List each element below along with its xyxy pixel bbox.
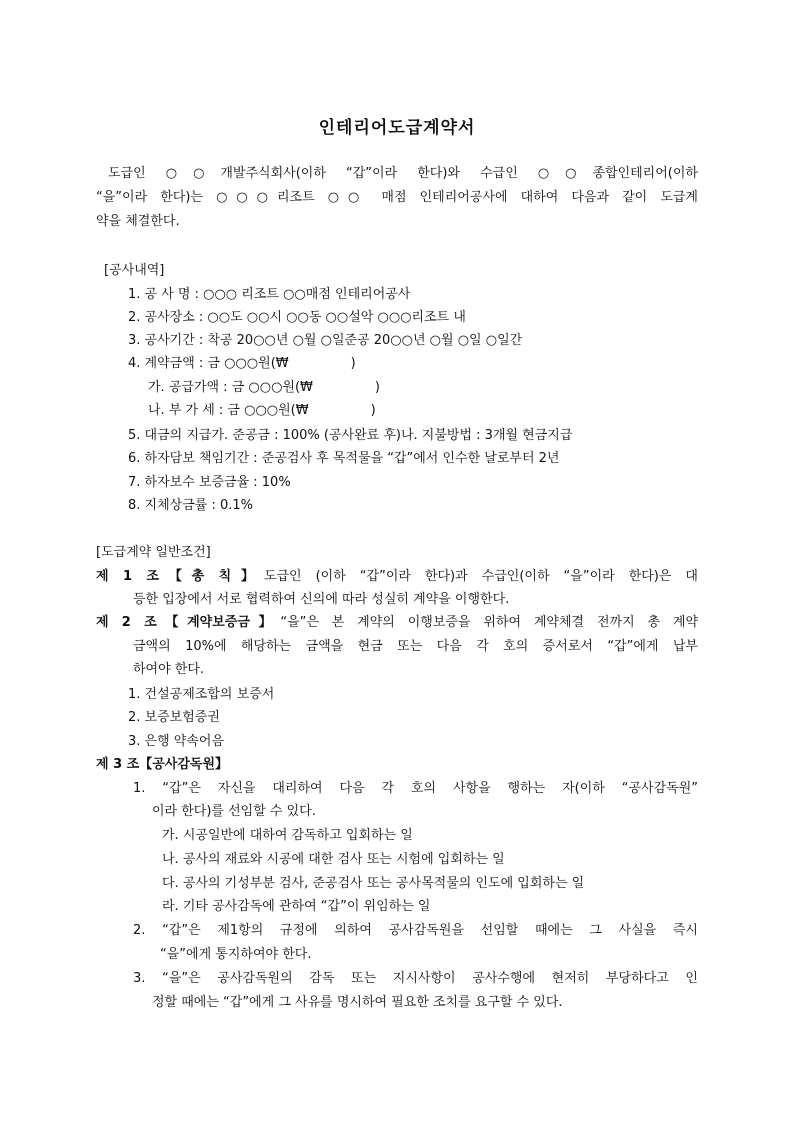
article-2-item: 3. 은행 약속어음 (128, 734, 225, 749)
article-1-line (96, 568, 698, 585)
article-3-para-1: 1. “갑”은 자신을 대리하여 다음 각 호의 사항을 행하는 자(이하 “공사감독원” (133, 781, 698, 796)
document-title: 인테리어도급계약서 (318, 118, 476, 138)
article-1-label: 제 1 조【총 칙】 (96, 569, 264, 584)
article-1-line: 등한 입장에서 서로 협력하여 신의에 따라 성실히 계약을 이행한다. (133, 592, 510, 607)
section-heading-general-terms: [도급계약 일반조건] (96, 545, 211, 560)
article-3-subitem: 라. 기타 공사감독에 관하여 “갑”이 위임하는 일 (162, 899, 431, 914)
work-detail-item: 7. 하자보수 보증금율 : 10% (128, 475, 291, 490)
intro-line: “을”이라 한다)는 ○○○리조트 ○○ 매점 인테리어공사에 대하여 다음과 같이 도급계 (96, 190, 698, 205)
article-2-item: 2. 보증보험증권 (128, 710, 220, 725)
work-detail-item: 3. 공사기간 : 착공 20○○년 ○월 ○일준공 20○○년 ○월 ○일 ○일간 (128, 333, 523, 348)
article-3-para-2: “을”에게 통지하여야 한다. (160, 947, 312, 962)
work-detail-item: 5. 대금의 지급가. 준공금 : 100% (공사완료 후)나. 지불방법 : 3개월 현금지급 (128, 428, 573, 443)
work-detail-item: 6. 하자담보 책임기간 : 준공검사 후 목적물을 “갑”에서 인수한 날로부터 2년 (128, 451, 560, 466)
intro-line: 약을 체결한다. (96, 214, 180, 229)
intro-line: 도급인 ○○개발주식회사(이하 “갑”이라 한다)와 수급인 ○○종합인테리어(이하 (108, 166, 698, 181)
article-3-label: 제 3 조【공사감독원】 (96, 757, 229, 772)
article-3-subitem: 가. 시공일반에 대하여 감독하고 입회하는 일 (162, 828, 413, 843)
article-2-text: “을”은 본 계약의 이행보증을 위하여 계약체결 전까지 총 계약 (280, 615, 698, 630)
work-detail-item: 1. 공 사 명 : ○○○ 리조트 ○○매점 인테리어공사 (128, 287, 411, 302)
article-2-line: 금액의 10%에 해당하는 금액을 현금 또는 다음 각 호의 증서로서 “갑”에게 납부 (133, 639, 698, 654)
article-2-item: 1. 건설공제조합의 보증서 (128, 687, 275, 702)
article-3-para-3: 정할 때에는 “갑”에게 그 사유를 명시하여 필요한 조치를 요구할 수 있다. (152, 995, 563, 1010)
article-3-subitem: 다. 공사의 기성부분 검사, 준공검사 또는 공사목적물의 인도에 입회하는 일 (162, 876, 585, 891)
article-3-para-2: 2. “갑”은 제1항의 규정에 의하여 공사감독원을 선임할 때에는 그 사실을 즉시 (133, 923, 698, 938)
work-detail-subitem: 가. 공급가액 : 금 ○○○원(₩ ) (148, 380, 380, 395)
article-2-label: 제 2 조【계약보증금】 (96, 615, 281, 630)
article-1-text: 도급인 (이하 “갑”이라 한다)과 수급인(이하 “을”이라 한다)은 대 (263, 569, 698, 584)
work-detail-item: 8. 지체상금률 : 0.1% (128, 498, 253, 513)
section-heading-work-details: [공사내역] (104, 263, 165, 278)
article-3-subitem: 나. 공사의 재료와 시공에 대한 검사 또는 시험에 입회하는 일 (162, 852, 505, 867)
work-detail-item: 2. 공사장소 : ○○도 ○○시 ○○동 ○○설악 ○○○리조트 내 (128, 310, 466, 325)
work-detail-subitem: 나. 부 가 세 : 금 ○○○원(₩ ) (148, 403, 376, 418)
work-detail-item: 4. 계약금액 : 금 ○○○원(₩ ) (128, 356, 356, 371)
article-3-para-3: 3. “을”은 공사감독원의 감독 또는 지시사항이 공사수행에 현저히 부당하다고 인 (133, 971, 698, 986)
article-3-para-1: 이라 한다)를 선임할 수 있다. (152, 804, 316, 819)
article-2-line (96, 614, 698, 631)
article-2-line: 하여야 한다. (133, 662, 205, 677)
